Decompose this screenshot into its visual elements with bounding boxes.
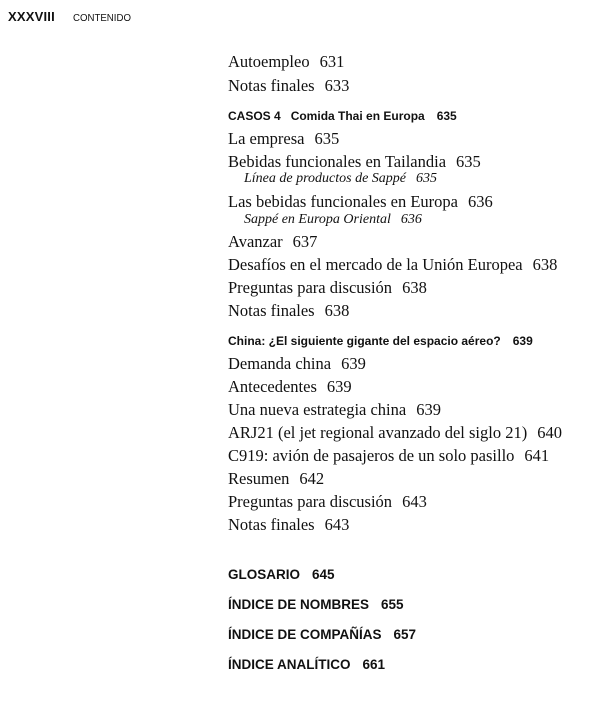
toc-title: GLOSARIO [228, 567, 301, 582]
toc-page-number: 638 [402, 278, 427, 297]
toc-page-number: 635 [436, 109, 457, 123]
toc-page-number: 638 [324, 301, 350, 320]
toc-page-number: 636 [400, 212, 422, 227]
toc-page-number: 655 [381, 597, 404, 612]
toc-title: Preguntas para discusión [228, 492, 393, 511]
toc-page-number: 643 [324, 515, 350, 534]
toc-entry [228, 515, 349, 535]
toc-page-number: 633 [324, 76, 350, 95]
toc-entry [228, 400, 441, 420]
toc-page-number: 635 [416, 171, 438, 186]
toc-title: Las bebidas funcionales en Europa [228, 192, 459, 211]
toc-entry [228, 377, 352, 397]
toc-page-number: 641 [524, 446, 550, 465]
toc-entry [228, 255, 557, 275]
toc-page-number: 631 [319, 52, 345, 71]
toc-entry [228, 232, 317, 252]
toc-title: Comida Thai en Europa [290, 109, 425, 123]
toc-page-number: 639 [326, 377, 352, 396]
toc-section-heading [228, 627, 416, 643]
toc-title: Demanda china [228, 354, 332, 373]
toc-title: Una nueva estrategia china [228, 400, 407, 419]
toc-title: Línea de productos de Sappé [244, 171, 407, 186]
toc-title: Antecedentes [228, 377, 317, 396]
toc-title: Notas finales [228, 515, 315, 534]
toc-title: ÍNDICE DE NOMBRES [228, 597, 370, 612]
running-title: CONTENIDO [72, 12, 131, 24]
toc-entry [228, 423, 562, 443]
toc-title: C919: avión de pasajeros de un solo pasillo [228, 446, 515, 465]
toc-section-heading [228, 333, 533, 349]
toc-page-number: 636 [468, 192, 493, 211]
toc-section-heading [228, 657, 385, 673]
toc-page-number: 639 [512, 334, 533, 348]
toc-page-number: 661 [362, 657, 386, 672]
toc-section-heading [228, 108, 457, 124]
toc-title: China: ¿El siguiente gigante del espacio aéreo? [228, 334, 501, 348]
toc-title: Notas finales [228, 76, 315, 95]
toc-title: Autoempleo [228, 52, 310, 71]
toc-entry [228, 152, 481, 172]
toc-title: ÍNDICE DE COMPAÑÍAS [228, 627, 382, 642]
running-header [8, 8, 136, 28]
toc-subentry [244, 171, 437, 187]
toc-entry [228, 446, 549, 466]
toc-page-number: 645 [312, 567, 335, 582]
toc-entry [228, 52, 344, 72]
toc-title: Desafíos en el mercado de la Unión Europea [228, 255, 523, 274]
toc-page-number: 639 [416, 400, 441, 419]
toc-page-number: 635 [314, 129, 340, 148]
toc-page-number: 640 [537, 423, 562, 442]
toc-title: Sappé en Europa Oriental [244, 212, 391, 227]
toc-page-number: 642 [299, 469, 325, 488]
toc-page-number: 639 [341, 354, 366, 373]
toc-title: Preguntas para discusión [228, 278, 393, 297]
toc-section-heading [228, 597, 404, 613]
toc-page-number: 637 [292, 232, 318, 251]
toc-title: Avanzar [228, 232, 283, 251]
page-folio: XXXVIII [8, 9, 55, 24]
toc-title: Bebidas funcionales en Tailandia [228, 152, 447, 171]
toc-entry [228, 354, 366, 374]
toc-entry [228, 192, 493, 212]
toc-page-number: 638 [532, 255, 558, 274]
toc-entry [228, 76, 349, 96]
toc-title: ARJ21 (el jet regional avanzado del siglo 21) [228, 423, 528, 442]
toc-entry [228, 278, 427, 298]
toc-section-number: CASOS 4 [228, 109, 281, 123]
toc-entry [228, 469, 324, 489]
toc-title: Notas finales [228, 301, 315, 320]
toc-title: ÍNDICE ANALÍTICO [228, 657, 351, 672]
toc-subentry [244, 212, 422, 228]
toc-entry [228, 129, 339, 149]
toc-entry [228, 301, 349, 321]
toc-title: Resumen [228, 469, 290, 488]
toc-page-number: 643 [402, 492, 427, 511]
toc-page-number: 657 [393, 627, 417, 642]
toc-title: La empresa [228, 129, 305, 148]
toc-entry [228, 492, 427, 512]
toc-section-heading [228, 567, 335, 583]
toc-page-number: 635 [456, 152, 481, 171]
